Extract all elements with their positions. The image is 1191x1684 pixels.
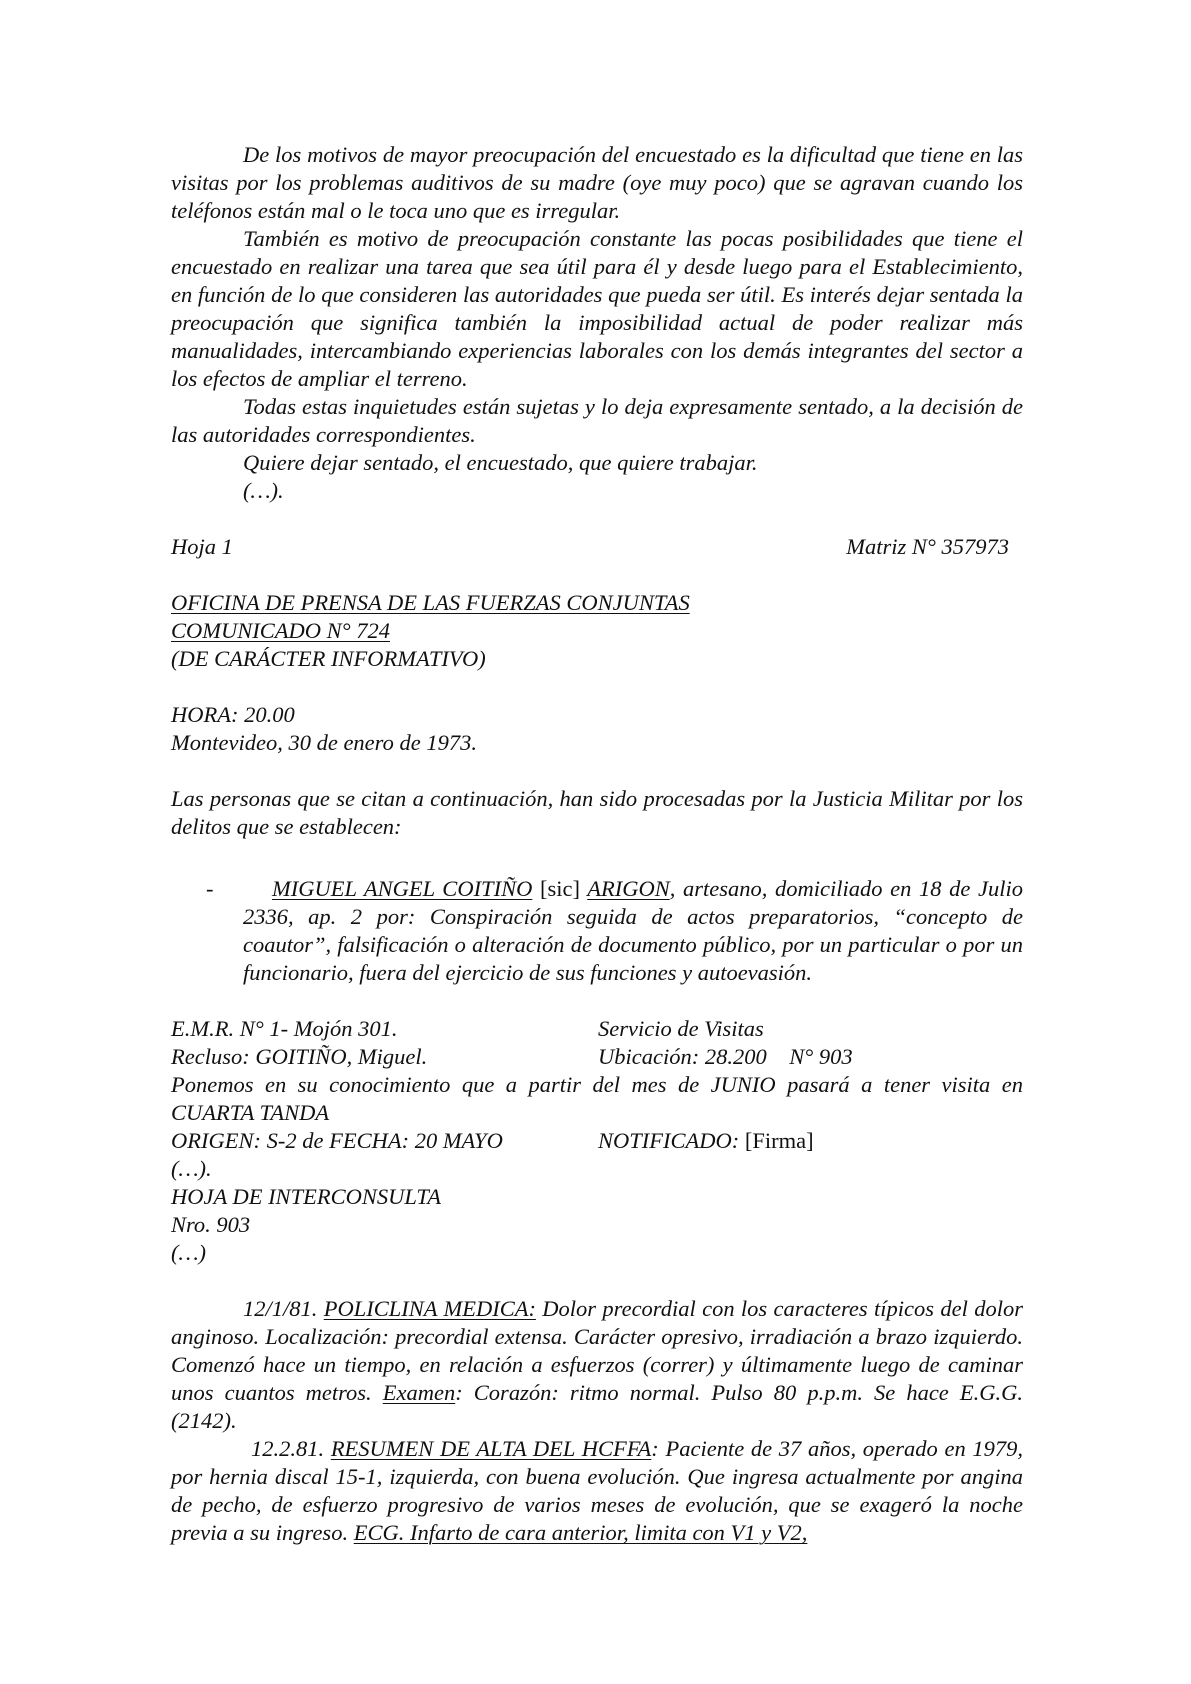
spacer [171,757,1023,785]
notice-origin: ORIGEN: S-2 de FECHA: 20 MAYO [171,1128,503,1153]
medical-entry-2-date: 12.2.81. [251,1436,325,1461]
interconsulta-title: HOJA DE INTERCONSULTA [171,1184,441,1209]
visits-notice: Ponemos en su conocimiento que a partir del mes de JUNIO pasará a tener visita en CUARTA TANDA [171,1072,1023,1125]
notified-label: NOTIFICADO: [598,1128,740,1153]
intro-ellipsis: (…). [243,478,284,503]
medical-entry-1-heading: POLICLINA MEDICA: [323,1296,536,1321]
processed-person-text [243,875,1023,987]
spacer [171,1267,1023,1295]
prison-unit: E.M.R. N° 1- Mojón 301. [171,1016,398,1041]
inmate-name: Recluso: GOITIÑO, Miguel. [171,1044,428,1069]
visits-row-3 [171,1127,1023,1155]
medical-exam-label: Examen [382,1380,456,1405]
notified-field [598,1127,814,1155]
spacer [171,673,1023,701]
interconsulta-ellipsis: (…) [171,1240,206,1265]
person-charges: , artesano, domiciliado en 18 de Julio 2336, ap. 2 por: Conspiración seguida de actos preparatorios, “concepto de coautor”, falsificación o alteración de documento público, por un particular o por un funcionario, fuera del ejercicio de sus funciones y autoevasión. [243,876,1024,985]
medical-entry-1-exam-text: : Corazón: ritmo normal. Pulso 80 p.p.m. Se hace E.G.G. (2142). [171,1380,1023,1433]
medical-entry-2 [171,1435,1023,1547]
matrix-number: Matriz N° 357973 [846,534,1009,559]
intro-paragraph-4: Quiere dejar sentado, el encuestado, que quiere trabajar. [243,450,758,475]
spacer [171,561,1023,589]
medical-entry-1 [171,1295,1023,1435]
intro-paragraph-2: También es motivo de preocupación constante las pocas posibilidades que tiene el encuestado en realizar una tarea que sea útil para él y desde luego para el Establecimiento, en función de lo que consideren las autoridades que pueda ser útil. Es interés dejar sentada la preocupación que significa también la imposibilidad actual de poder realizar más manualidades, intercambiando experiencias laborales con los demás integrantes del sector a los efectos de ampliar el terreno. [171,226,1023,391]
press-office-title: OFICINA DE PRENSA DE LAS FUERZAS CONJUNTAS [171,590,690,615]
spacer [171,987,1023,1015]
person-name-last: ARIGON [587,876,670,901]
comunicado-hour: HORA: 20.00 [171,702,295,727]
comunicado-character: (DE CARÁCTER INFORMATIVO) [171,646,486,671]
comunicado-place-date: Montevideo, 30 de enero de 1973. [171,730,477,755]
medical-ecg-text: ECG. Infarto de cara anterior, limita con V1 y V2, [353,1520,808,1545]
comunicado-number: COMUNICADO N° 724 [171,618,391,643]
visits-row-1 [171,1015,1023,1043]
inmate-location: Ubicación: 28.200 N° 903 [598,1044,853,1069]
spacer [171,841,1023,869]
medical-entry-1-text: Dolor precordial con los caracteres típicos del dolor anginoso. Localización: precordial extensa. Carácter opresivo, irradiación a brazo izquierdo. Comenzó hace un tiempo, en relación a esfuerzos (correr) y últimamente luego de caminar unos cuantos metros. [171,1296,1023,1405]
intro-paragraph-1: De los motivos de mayor preocupación del encuestado es la dificultad que tiene en las visitas por los problemas auditivos de su madre (oye muy poco) que se agravan cuando los teléfonos están mal o le toca uno que es irregular. [171,142,1023,223]
medical-entry-2-text: : Paciente de 37 años, operado en 1979, por hernia discal 15-1, izquierda, con buena evolución. Que ingresa actualmente por angina de pecho, de esfuerzo progresivo de varios meses de evolución, que se exageró la noche previa a su ingreso. [171,1436,1024,1545]
person-name-first: MIGUEL ANGEL COITIÑO [272,876,533,901]
signature-placeholder: [Firma] [744,1128,814,1153]
visits-service: Servicio de Visitas [598,1016,764,1041]
intro-paragraph-3: Todas estas inquietudes están sujetas y lo deja expresamente sentado, a la decisión de las autoridades correspondientes. [171,394,1023,447]
bullet-dash: - [206,876,214,901]
comunicado-lead: Las personas que se citan a continuación, han sido procesadas por la Justicia Militar por los delitos que se establecen: [171,786,1023,839]
sheet-header [171,533,1023,561]
sic-mark: [sic] [539,876,580,901]
visits-ellipsis: (…). [171,1156,212,1181]
medical-entry-1-date: 12/1/81. [243,1296,318,1321]
visits-row-2 [171,1043,1023,1071]
sheet-number: Hoja 1 [171,534,233,559]
medical-entry-2-heading: RESUMEN DE ALTA DEL HCFFA [330,1436,652,1461]
spacer [171,505,1023,533]
interconsulta-number: Nro. 903 [171,1212,251,1237]
processed-person-entry [206,875,1024,987]
